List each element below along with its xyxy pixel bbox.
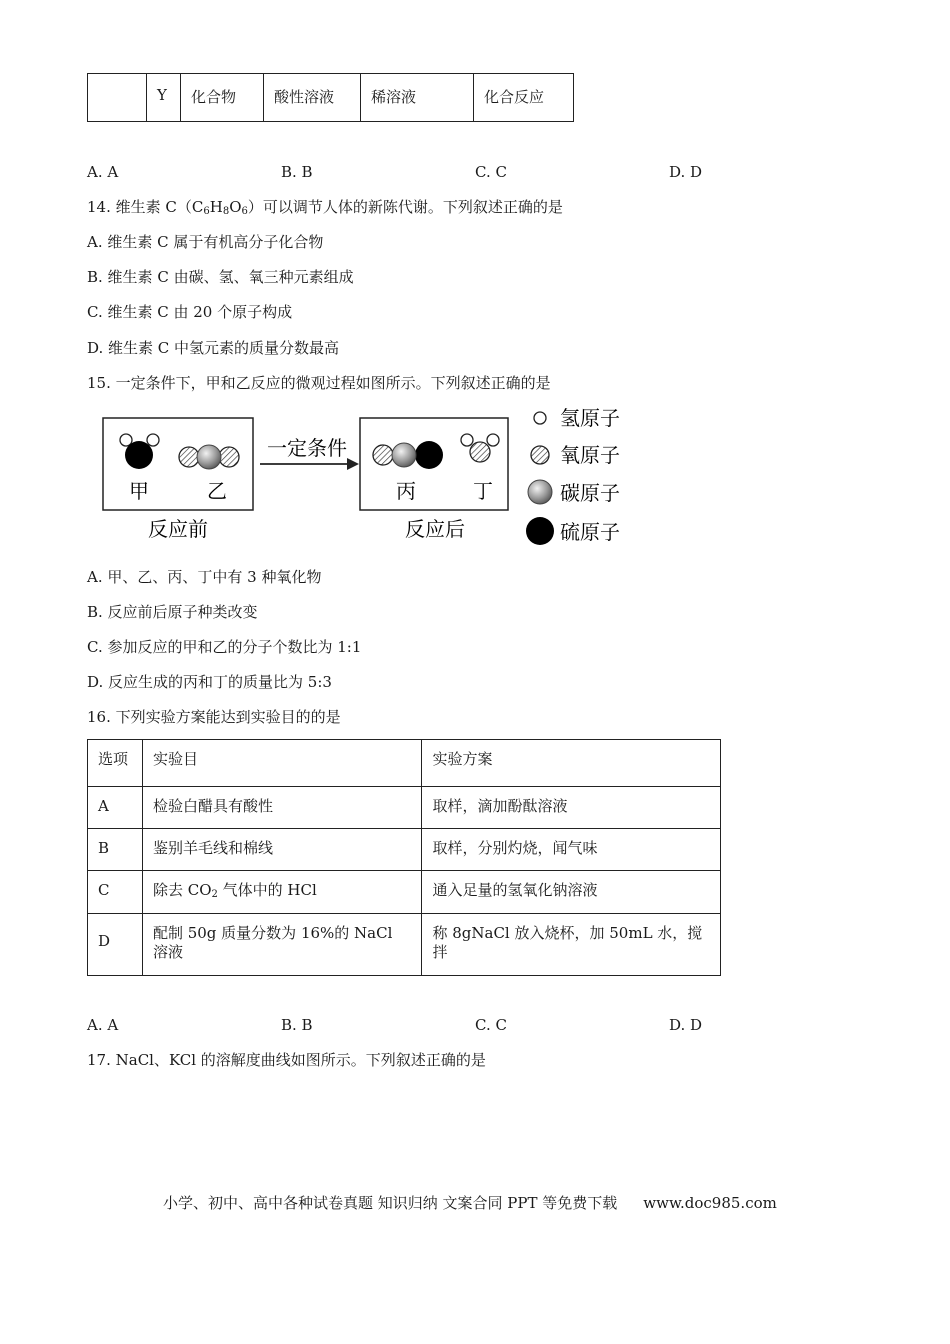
- sulfur-atom: [415, 441, 443, 469]
- label-yi: 乙: [207, 479, 227, 503]
- table-cell: 酸性溶液: [264, 74, 361, 122]
- table-cell: 称 8gNaCl 放入烧杯，加 50mL 水，搅拌: [422, 914, 721, 976]
- q14-stem-post: ）可以调节人体的新陈代谢。下列叙述正确的是: [247, 198, 563, 216]
- table-cell: 化合反应: [474, 74, 574, 122]
- q15-option-d: D. 反应生成的丙和丁的质量比为 5:3: [87, 673, 332, 691]
- table-cell: B: [88, 829, 143, 871]
- carbon-atom: [392, 443, 416, 467]
- legend-sulfur-icon: [526, 517, 554, 545]
- q14-option-b: B. 维生素 C 由碳、氢、氧三种元素组成: [87, 268, 354, 286]
- q14-sub: 6: [203, 206, 210, 217]
- table-cell: 取样，分别灼烧，闻气味: [422, 829, 721, 871]
- legend-oxygen-icon: [531, 446, 549, 464]
- caption-after: 反应后: [405, 517, 465, 541]
- q13-option-a: A. A: [87, 163, 119, 181]
- q14-stem-pre: 14. 维生素 C（C: [87, 198, 204, 216]
- table-cell: 配制 50g 质量分数为 16%的 NaCl 溶液: [142, 914, 422, 976]
- legend-carbon: 碳原子: [560, 481, 620, 505]
- q14-stem-mid: O: [229, 198, 242, 216]
- footer-url[interactable]: www.doc985.com: [643, 1194, 777, 1212]
- table-row: [88, 914, 721, 976]
- oxygen-atom: [179, 447, 199, 467]
- q14-sub: 6: [241, 206, 248, 217]
- table-cell: Y: [147, 74, 181, 122]
- caption-before: 反应前: [148, 517, 208, 541]
- table-cell: 通入足量的氢氧化钠溶液: [422, 871, 721, 914]
- label-jia: 甲: [129, 479, 149, 503]
- table-cell: D: [88, 914, 143, 976]
- q16-option-c: C. C: [475, 1016, 507, 1034]
- arrow-label: 一定条件: [267, 436, 347, 460]
- legend-oxygen: 氧原子: [560, 443, 620, 467]
- cell-text: 除去 CO: [152, 881, 212, 899]
- q16-table: [87, 739, 721, 976]
- legend-hydrogen: 氢原子: [560, 406, 620, 430]
- q16-option-a: A. A: [87, 1016, 119, 1034]
- header-cell: 选项: [88, 740, 143, 787]
- cell-sub: 2: [211, 889, 218, 900]
- table-row: [88, 871, 721, 914]
- header-cell: 实验目: [142, 740, 422, 787]
- table-row: [88, 74, 574, 122]
- oxygen-atom: [373, 445, 393, 465]
- q14-option-d: D. 维生素 C 中氢元素的质量分数最高: [87, 339, 340, 357]
- hydrogen-atom: [461, 434, 473, 446]
- cell-text: 气体中的 HCl: [217, 881, 317, 899]
- oxygen-atom: [219, 447, 239, 467]
- q15-option-c: C. 参加反应的甲和乙的分子个数比为 1:1: [87, 638, 362, 656]
- q13-option-d: D. D: [669, 163, 703, 181]
- table-header-row: [88, 740, 721, 787]
- header-cell: 实验方案: [422, 740, 721, 787]
- q13-table: [87, 73, 574, 122]
- table-cell: 鉴别羊毛线和棉线: [142, 829, 422, 871]
- label-ding: 丁: [473, 479, 493, 503]
- table-row: [88, 787, 721, 829]
- oxygen-atom: [470, 442, 490, 462]
- table-cell: 稀溶液: [361, 74, 474, 122]
- q14-option-c: C. 维生素 C 由 20 个原子构成: [87, 303, 293, 321]
- table-cell: 取样，滴加酚酞溶液: [422, 787, 721, 829]
- legend-sulfur: 硫原子: [560, 520, 620, 544]
- legend-carbon-icon: [528, 480, 552, 504]
- q16-option-d: D. D: [669, 1016, 703, 1034]
- footer-text: 小学、初中、高中各种试卷真题 知识归纳 文案合同 PPT 等免费下载: [163, 1194, 618, 1212]
- arrow-head-icon: [347, 458, 359, 470]
- q13-option-c: C. C: [475, 163, 507, 181]
- label-bing: 丙: [396, 479, 416, 503]
- sulfur-atom: [125, 441, 153, 469]
- q14-sub: 8: [222, 206, 230, 217]
- q15-stem: 15. 一定条件下，甲和乙反应的微观过程如图所示。下列叙述正确的是: [87, 374, 551, 392]
- table-cell: 化合物: [181, 74, 264, 122]
- q14-stem-mid: H: [209, 198, 223, 216]
- table-cell: 检验白醋具有酸性: [142, 787, 422, 829]
- legend-hydrogen-icon: [534, 412, 546, 424]
- table-cell: C: [88, 871, 143, 914]
- hydrogen-atom: [147, 434, 159, 446]
- q14-stem: [87, 197, 563, 217]
- carbon-atom: [197, 445, 221, 469]
- table-cell: [88, 74, 147, 122]
- q15-option-b: B. 反应前后原子种类改变: [87, 603, 258, 621]
- page-footer: [163, 1192, 777, 1213]
- table-row: [88, 829, 721, 871]
- table-cell: A: [88, 787, 143, 829]
- table-cell: [142, 871, 422, 914]
- q15-option-a: A. 甲、乙、丙、丁中有 3 种氧化物: [87, 568, 322, 586]
- q13-option-b: B. B: [281, 163, 313, 181]
- hydrogen-atom: [487, 434, 499, 446]
- q16-option-b: B. B: [281, 1016, 313, 1034]
- reaction-diagram: [95, 400, 635, 550]
- q17-stem: 17. NaCl、KCl 的溶解度曲线如图所示。下列叙述正确的是: [87, 1051, 486, 1069]
- q14-option-a: A. 维生素 C 属于有机高分子化合物: [87, 233, 324, 251]
- q16-stem: 16. 下列实验方案能达到实验目的的是: [87, 708, 341, 726]
